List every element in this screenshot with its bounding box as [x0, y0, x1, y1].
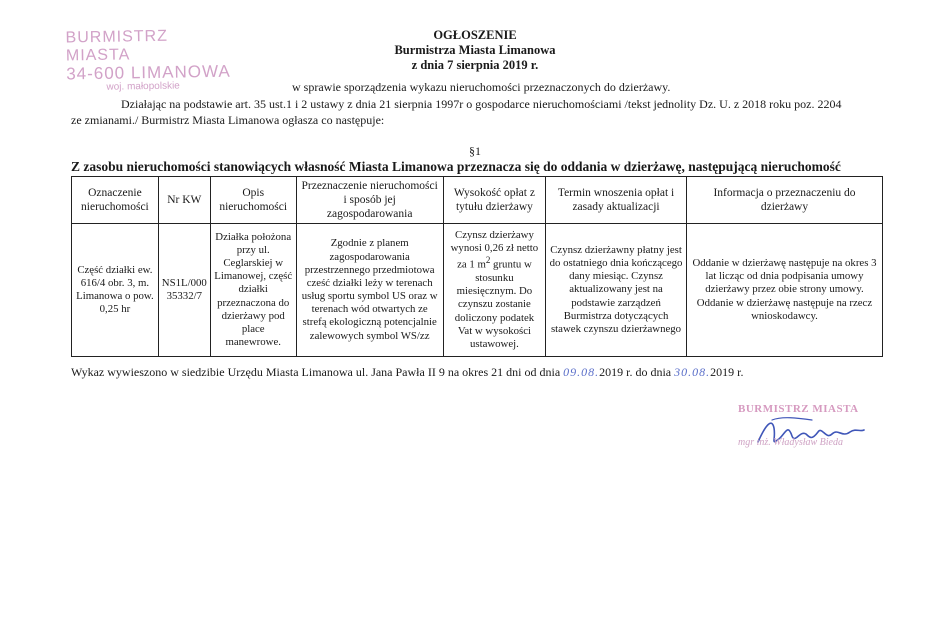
table-header-row	[72, 177, 883, 224]
stamp-line-1: BURMISTRZ MIASTA	[65, 27, 169, 65]
header-land-register: Nr KW	[158, 177, 210, 224]
section-mark: §1	[469, 144, 481, 158]
cell-designation: Część działki ew. 616/4 obr. 3, m. Limanowa o pow. 0,25 hr	[72, 224, 159, 357]
header-description: Opis nieruchomości	[210, 177, 296, 224]
signatory-name: mgr inż. Władysław Bieda	[738, 437, 843, 448]
header-fee: Wysokość opłat z tytułu dzierżawy	[443, 177, 545, 224]
fee-text-a: Czynsz dzierżawy wynosi 0,26 zł netto za 1 m	[450, 228, 539, 271]
intro-paragraph	[71, 96, 891, 128]
posting-text-1: Wykaz wywieszono w siedzibie Urzędu Miasta Limanowa ul. Jana Pawła II 9 na okres 21 dni od dnia	[71, 365, 564, 379]
header-designation: Oznaczenie nieruchomości	[72, 177, 159, 224]
property-table	[71, 176, 883, 357]
stamp-line-2: 34-600 LIMANOWA	[66, 61, 231, 84]
signature-stamp: BURMISTRZ MIASTA	[738, 403, 859, 415]
land-register-part-2: 35332/7	[166, 290, 202, 303]
fee-text-b: gruntu w stosunku miesięcznym. Do czynszu zostanie doliczony podatek Vat w wysokości ustawowej.	[454, 258, 535, 350]
from-date-handwritten: 09.08.	[563, 365, 600, 379]
posting-text-3: 2019 r.	[710, 365, 744, 379]
document-issuer: Burmistrza Miasta Limanowa	[394, 43, 556, 57]
cell-land-register	[158, 224, 210, 357]
cell-purpose: Zgodnie z planem zagospodarowania przestrzennego przedmiotowa cześć działki leży w terenach usług sportu symbol US oraz w terenach wód otwartych ze strefą ekologiczną potencjalnie zalewowych symbol WS/zz	[296, 224, 443, 357]
posting-text-2: 2019 r. do dnia	[599, 365, 675, 379]
header-lease-info: Informacja o przeznaczeniu do dzierżawy	[686, 177, 882, 224]
intro-line-2: ze zmianami./ Burmistrz Miasta Limanowa ogłasza co następuje:	[71, 113, 385, 127]
document-title: OGŁOSZENIE	[433, 28, 517, 42]
stamp-line-3: woj. małopolskie	[106, 80, 180, 93]
document-date: z dnia 7 sierpnia 2019 r.	[411, 58, 539, 72]
document-header	[0, 28, 950, 73]
header-purpose: Przeznaczenie nieruchomości i sposób jej zagospodarowania	[296, 177, 443, 224]
table-row	[72, 224, 883, 357]
subject-line: w sprawie sporządzenia wykazu nieruchomości przeznaczonych do dzierżawy.	[292, 80, 671, 94]
fee-superscript: 2	[485, 255, 491, 266]
posting-notice	[71, 365, 743, 380]
header-payment-terms: Termin wnoszenia opłat i zasady aktualizacji	[546, 177, 687, 224]
cell-description: Działka położona przy ul. Ceglarskiej w Limanowej, część działki przeznaczona do dzierżawy pod place manewrowe.	[210, 224, 296, 357]
section-heading: Z zasobu nieruchomości stanowiących własność Miasta Limanowa przeznacza się do oddania w dzierżawę, następującą nieruchomość	[71, 159, 841, 174]
to-date-handwritten: 30.08.	[674, 365, 711, 379]
intro-line-1: Działając na podstawie art. 35 ust.1 i 2 ustawy z dnia 21 sierpnia 1997r o gospodarce nieruchomościami /tekst jednolity Dz. U. z 2018 roku poz. 2204	[121, 97, 842, 111]
cell-payment-terms: Czynsz dzierżawny płatny jest do ostatniego dnia kończącego dany miesiąc. Czynsz aktualizowany jest na podstawie zarządzeń Burmistrza dotyczących stawek czynszu dzierżawnego	[546, 224, 687, 357]
land-register-part-1: NS1L/000	[161, 276, 207, 289]
cell-fee	[443, 224, 545, 357]
cell-lease-info: Oddanie w dzierżawę następuje na okres 3 lat licząc od dnia podpisania umowy dzierżawy przez obie strony umowy. Oddanie w dzierżawę następuje na rzecz wnioskodawcy.	[686, 224, 882, 357]
